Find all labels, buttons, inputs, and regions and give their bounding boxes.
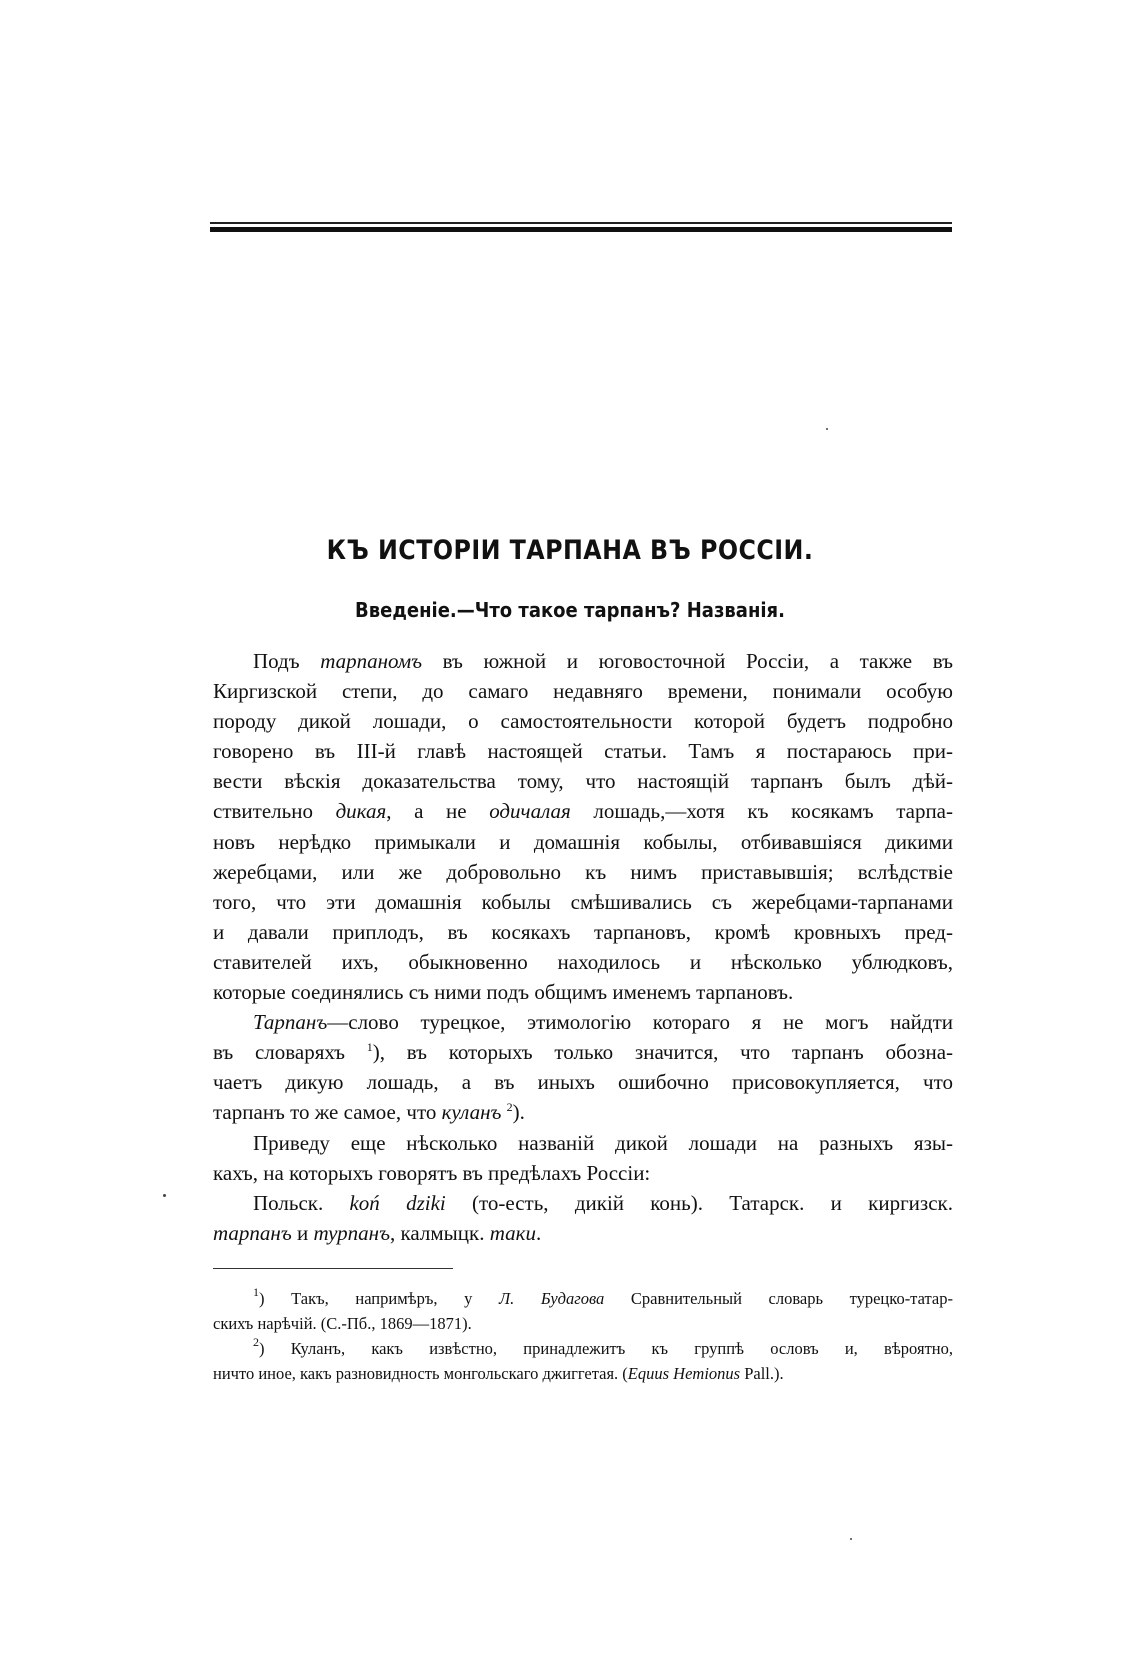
- p1-line-11: ставителей ихъ, обыкновенно находилось и нѣсколько ублюдковъ,: [213, 949, 953, 974]
- p1-line-12: которые соединялись съ ними подъ общимъ именемъ тарпановъ.: [213, 980, 794, 1005]
- p1-line-4: говорено въ III-й главѣ настоящей статьи. Тамъ я постараюсь при-: [213, 739, 953, 764]
- p3-line-2: кахъ, на которыхъ говорятъ въ предѣлахъ Россіи:: [213, 1160, 651, 1185]
- top-rule-thick: [210, 227, 952, 232]
- footnote-ref-2: 2: [506, 1100, 513, 1115]
- footnote-1-line-1: $^1$) Такъ, напримѣръ, у Л. Будагова Сравнительный словарь турецко-татар-: [253, 1285, 953, 1308]
- footnote-divider: [213, 1268, 453, 1269]
- article-title: КЪ ИСТОРІИ ТАРПАНА ВЪ РОССІИ.: [326, 535, 814, 566]
- top-rule-thin: [210, 222, 952, 224]
- article-body: [213, 646, 953, 1248]
- p1-line-9: того, что эти домашнія кобылы смѣшивались съ жеребцами-тарпанами: [213, 889, 953, 914]
- p1-line-5: вести вѣскія доказательства тому, что настоящій тарпанъ былъ дѣй-: [213, 769, 953, 794]
- p2-line-3: чаетъ дикую лошадь, а въ иныхъ ошибочно присовокупляется, что: [213, 1070, 953, 1095]
- p1-line-3: породу дикой лошади, о самостоятельности которой будетъ подробно: [213, 709, 953, 734]
- footnotes: [213, 1286, 953, 1386]
- p4-line-1: Польск. koń dziki (то-есть, дикій конь). Татарск. и киргизск.: [253, 1190, 953, 1215]
- p1-line-8: жеребцами, или же добровольно къ нимъ приставывшія; вслѣдствіе: [213, 859, 953, 884]
- p2-line-2: въ словаряхъ $^1$), въ которыхъ только значится, что тарпанъ обозна-: [213, 1040, 954, 1065]
- scan-speck: [826, 428, 828, 430]
- p2-line-1: Тарпанъ—слово турецкое, этимологію котораго я не могъ найдти: [253, 1010, 953, 1035]
- scan-speck: [850, 1538, 852, 1540]
- top-double-rule: [210, 222, 952, 232]
- p1-line-2: Киргизской степи, до самаго недавняго времени, понимали особую: [213, 679, 953, 704]
- scan-speck: [163, 1194, 166, 1197]
- p1-line-6: ствительно дикая, а не одичалая лошадь,—хотя къ косякамъ тарпа-: [213, 799, 953, 824]
- footnote-2-line-2: ничто иное, какъ разновидность монгольскаго джиггетая. (Equus Hemionus Pall.).: [213, 1364, 784, 1383]
- footnote-2-line-1: $^2$) Куланъ, какъ извѣстно, принадлежитъ къ группѣ ословъ и, вѣроятно,: [253, 1335, 953, 1358]
- p3-line-1: Приведу еще нѣсколько названій дикой лошади на разныхъ язы-: [253, 1130, 953, 1155]
- footnote-ref-1: 1: [366, 1040, 373, 1055]
- p1-line-1: Подъ тарпаномъ въ южной и юговосточной Россіи, а также въ: [253, 649, 953, 673]
- p1-line-7: новъ нерѣдко примыкали и домашнія кобылы, отбивавшіяся дикими: [213, 829, 953, 854]
- section-subtitle: Введеніе.—Что такое тарпанъ? Названія.: [355, 598, 785, 622]
- p2-line-4: тарпанъ то же самое, что куланъ $^2$).: [213, 1100, 525, 1125]
- p1-line-10: и давали приплодъ, въ косякахъ тарпановъ, кромѣ кровныхъ пред-: [213, 919, 953, 944]
- p4-line-2: тарпанъ и турпанъ, калмыцк. таки.: [213, 1220, 542, 1245]
- footnote-1-line-2: скихъ нарѣчій. (С.-Пб., 1869—1871).: [213, 1314, 472, 1333]
